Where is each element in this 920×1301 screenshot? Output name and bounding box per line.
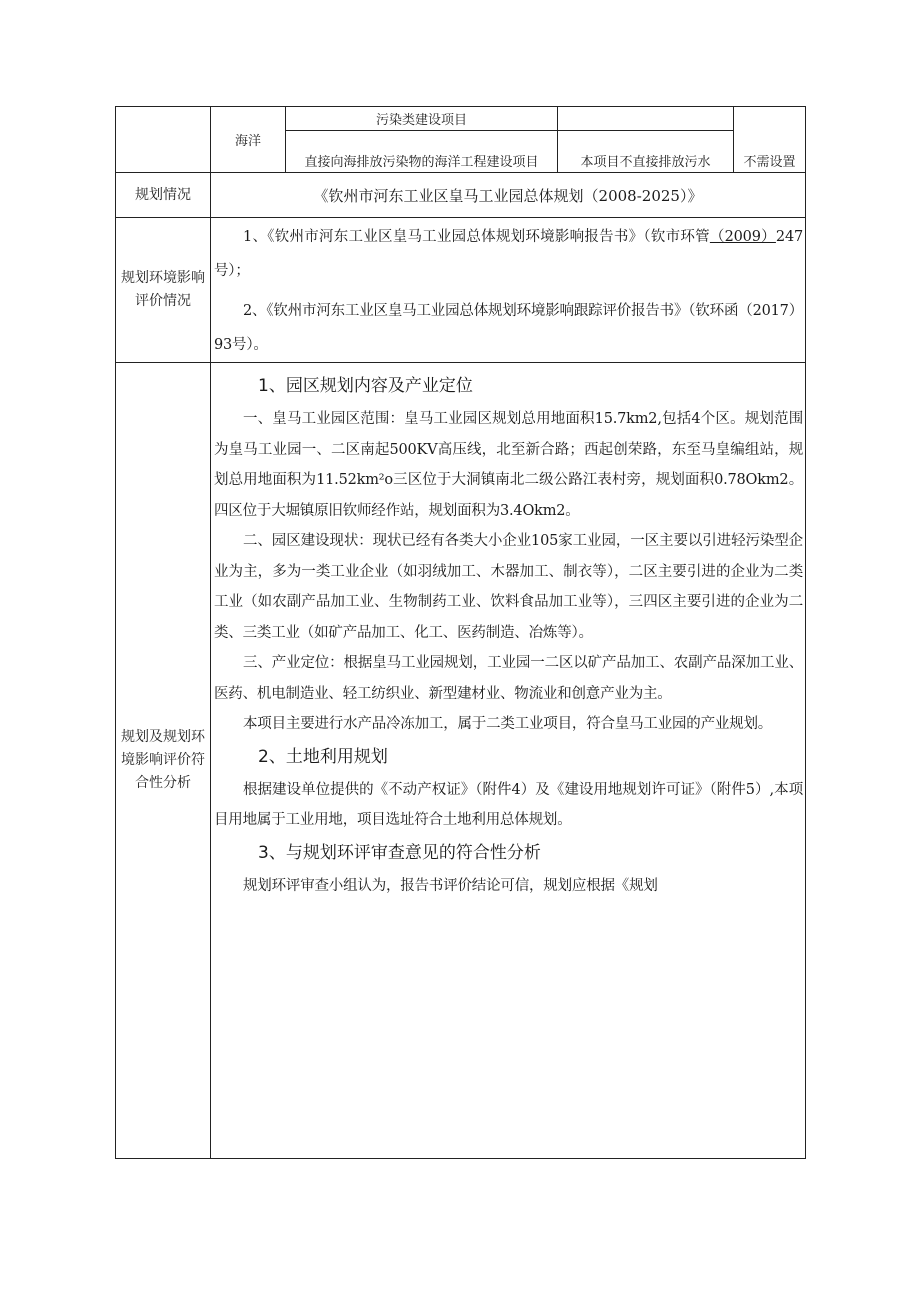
eia-info-label-line1: 规划环境影响 — [121, 270, 205, 286]
paragraph-scope: 一、皇马工业园区范围：皇马工业园区规划总用地面积15.7km2,包括4个区。规划范围为皇马工业园一、二区南起500KV高压线，北至新合路；西起创荣路，东至马皇编组站，规划总用地面积为11.52km²o三区位于大洞镇南北二级公路江表村旁，规划面积0.78Okm2。四区位于大堀镇原旧钦师经作站，规划面积为3.4Okm2。 — [214, 411, 803, 519]
analysis-label-line3: 合性分析 — [135, 775, 191, 791]
analysis-label — [116, 363, 211, 1159]
marine-sub1: 污染类建设项目 — [286, 107, 558, 131]
eia-item-1 — [214, 220, 803, 288]
document-page — [115, 106, 805, 1159]
eia-info-label-line2: 评价情况 — [135, 293, 191, 309]
eia-info-label — [116, 218, 211, 363]
marine-category: 海洋 — [211, 107, 286, 173]
paragraph-project-fit: 本项目主要进行水产品冷冻加工，属于二类工业项目，符合皇马工业园的产业规划。 — [243, 716, 773, 732]
paragraph-status: 二、园区建设现状：现状已经有各类大小企业105家工业园，一区主要以引进轻污染型企业为主，多为一类工业企业（如羽绒加工、木器加工、制衣等），二区主要引进的企业为二类工业（如农副产品加工业、生物制药工业、饮料食品加工业等），三四区主要引进的企业为二类、三类工业（如矿产品加工、化工、医药制造、冶炼等）。 — [214, 533, 803, 641]
plan-info-label: 规划情况 — [116, 173, 211, 218]
analysis-label-line2: 境影响评价符 — [121, 752, 205, 768]
eia-item-1-text: 1、《钦州市河东工业区皇马工业园总体规划环境影响报告书》（钦市环管 — [243, 229, 710, 245]
plan-info-value: 《钦州市河东工业区皇马工业园总体规划（2008-2025）》 — [211, 173, 806, 218]
marine-status: 本项目不直接排放污水 — [558, 131, 734, 173]
paragraph-review: 规划环评审查小组认为，报告书评价结论可信，规划应根据《规划 — [243, 877, 658, 894]
eia-item-1-end: 247号）； — [214, 229, 803, 279]
section-heading-1: 1、园区规划内容及产业定位 — [258, 376, 473, 396]
section-heading-3: 3、与规划环评审查意见的符合性分析 — [258, 842, 541, 863]
section-heading-2: 2、土地利用规划 — [258, 746, 388, 767]
paragraph-land-use: 根据建设单位提供的《不动产权证》（附件4）及《建设用地规划许可证》（附件5）,本项目用地属于工业用地，项目选址符合土地利用总体规划。 — [214, 781, 803, 828]
marine-sub2: 直接向海排放污染物的海洋工程建设项目 — [286, 131, 558, 173]
eia-item-2: 2、《钦州市河东工业区皇马工业园总体规划环境影响跟踪评价报告书》（钦环函（2017）93号）。 — [214, 303, 803, 353]
marine-blank-cell — [116, 107, 211, 173]
analysis-label-line1: 规划及规划环 — [121, 729, 205, 745]
analysis-content — [211, 363, 806, 1159]
paragraph-positioning: 三、产业定位：根据皇马工业园规划，工业园一二区以矿产品加工、农副产品深加工业、医药、机电制造业、轻工纺织业、新型建材业、物流业和创意产业为主。 — [214, 655, 803, 702]
eia-item-1-underlined: （2009） — [709, 229, 776, 245]
marine-sub1-status — [558, 107, 734, 131]
marine-result: 不需设置 — [734, 107, 806, 173]
assessment-table — [115, 106, 806, 1159]
eia-info-content — [211, 218, 806, 363]
